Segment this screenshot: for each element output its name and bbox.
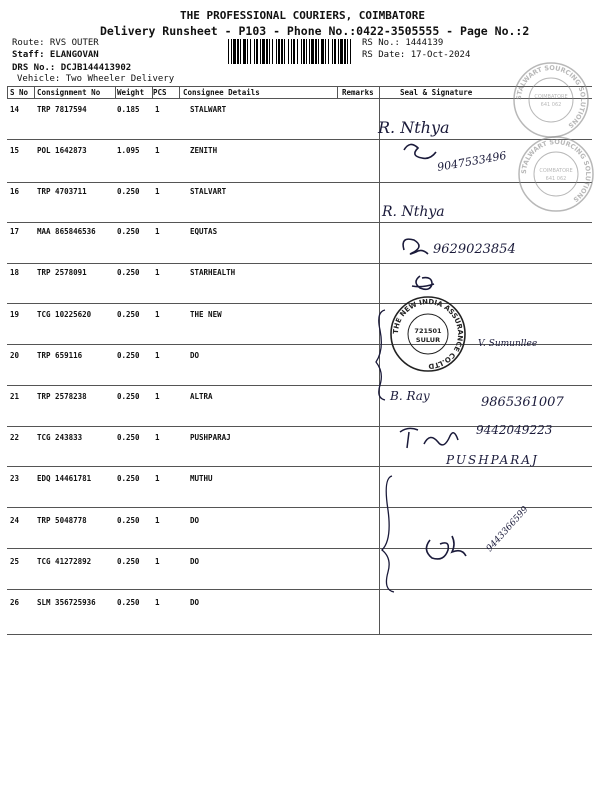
svg-text:STALWART SOURCING SOLUTIONS: STALWART SOURCING SOLUTIONS	[514, 63, 588, 130]
signature-scribble	[400, 428, 458, 448]
row-consignee: STARHEALTH	[190, 268, 236, 277]
signature: PUSHPARAJ	[446, 453, 539, 467]
svg-text:THE NEW INDIA ASSURANCE CO.LTD: THE NEW INDIA ASSURANCE CO.LTD	[391, 297, 465, 371]
row-consignee: EQUTAS	[190, 227, 218, 236]
new-india-assurance-stamp	[391, 297, 465, 371]
row-sno: 16	[10, 187, 20, 196]
row-pcs: 1	[155, 392, 160, 401]
row-consignee: ZENITH	[190, 146, 218, 155]
row-consignment: TRP 2578238	[37, 392, 87, 401]
row-pcs: 1	[155, 516, 160, 525]
row-pcs: 1	[155, 351, 160, 360]
row-sno: 17	[10, 227, 20, 236]
svg-text:721501: 721501	[414, 327, 442, 335]
runsheet-title: Delivery Runsheet - P103 - Phone No.:0422-3505555 - Page No.:2	[100, 24, 530, 38]
row-consignment: TCG 41272892	[37, 557, 92, 566]
col-seal-signature: Seal & Signature	[400, 88, 473, 97]
col-sno: S No	[10, 88, 29, 97]
svg-text:STALWART SOURCING SOLUTIONS: STALWART SOURCING SOLUTIONS	[519, 137, 593, 204]
signature: R. Nthya	[382, 204, 445, 220]
signature: R. Nthya	[378, 118, 450, 137]
row-consignment: TRP 7817594	[37, 105, 87, 114]
signature-scribble	[412, 276, 434, 289]
col-pcs: PCS	[153, 88, 167, 97]
row-sno: 24	[10, 516, 20, 525]
vehicle: Vehicle: Two Wheeler Delivery	[17, 74, 175, 84]
col-remarks: Remarks	[342, 88, 374, 97]
rs-date: RS Date: 17-Oct-2024	[362, 50, 471, 60]
row-weight: 0.250	[117, 392, 140, 401]
phone-note: 9865361007	[481, 395, 564, 410]
row-weight: 0.250	[117, 310, 140, 319]
phone-note: 9443366599	[484, 504, 531, 555]
signature-scribble	[404, 144, 436, 158]
row-consignment: TRP 4703711	[37, 187, 87, 196]
row-consignment: TRP 659116	[37, 351, 83, 360]
row-sno: 26	[10, 598, 20, 607]
row-consignee: DO	[190, 516, 200, 525]
col-weight: Weight	[117, 88, 145, 97]
col-consignment: Consignment No	[37, 88, 101, 97]
row-consignee: DO	[190, 557, 200, 566]
row-pcs: 1	[155, 268, 160, 277]
row-consignment: TRP 5048778	[37, 516, 87, 525]
row-consignee: ALTRA	[190, 392, 213, 401]
row-weight: 0.250	[117, 557, 140, 566]
row-sno: 18	[10, 268, 20, 277]
row-consignee: PUSHPARAJ	[190, 433, 231, 442]
row-weight: 0.250	[117, 268, 140, 277]
row-sno: 15	[10, 146, 20, 155]
row-consignee: STALVART	[190, 187, 227, 196]
row-sno: 25	[10, 557, 20, 566]
row-sno: 14	[10, 105, 20, 114]
row-weight: 0.250	[117, 227, 140, 236]
row-sno: 21	[10, 392, 20, 401]
svg-text:COIMBATORE: COIMBATORE	[539, 168, 573, 174]
stalwart-stamp	[519, 137, 593, 211]
row-weight: 0.250	[117, 516, 140, 525]
svg-text:SULUR: SULUR	[415, 336, 441, 344]
row-sno: 22	[10, 433, 20, 442]
company-name: THE PROFESSIONAL COURIERS, COIMBATORE	[180, 9, 426, 22]
bracket	[376, 310, 385, 400]
svg-text:COIMBATORE: COIMBATORE	[534, 94, 568, 100]
row-pcs: 1	[155, 310, 160, 319]
row-pcs: 1	[155, 433, 160, 442]
row-consignment: TRP 2578091	[37, 268, 87, 277]
row-weight: 0.250	[117, 351, 140, 360]
row-pcs: 1	[155, 474, 160, 483]
signature-scribble	[426, 536, 466, 559]
signature-scribble	[403, 239, 428, 254]
row-consignee: MUTHU	[190, 474, 213, 483]
drs-number: DRS No.: DCJB144413902	[12, 63, 132, 73]
route: Route: RVS OUTER	[12, 38, 99, 48]
row-weight: 0.250	[117, 433, 140, 442]
row-consignee: THE NEW	[190, 310, 222, 319]
signature: V. Sumunllee	[478, 339, 538, 349]
staff: Staff: ELANGOVAN	[12, 50, 99, 60]
row-weight: 0.250	[117, 598, 140, 607]
row-weight: 0.185	[117, 105, 140, 114]
rs-number: RS No.: 1444139	[362, 38, 444, 48]
phone-note: 9047533496	[436, 148, 508, 174]
row-pcs: 1	[155, 227, 160, 236]
row-weight: 1.095	[117, 146, 140, 155]
phone-note: 9629023854	[433, 242, 516, 257]
svg-text:641 062: 641 062	[545, 176, 567, 182]
row-sno: 19	[10, 310, 20, 319]
stalwart-stamp	[514, 63, 588, 137]
row-consignment: SLM 356725936	[37, 598, 96, 607]
row-consignee: DO	[190, 598, 200, 607]
row-consignment: TCG 10225620	[37, 310, 92, 319]
bracket	[382, 476, 394, 592]
col-consignee: Consignee Details	[183, 88, 260, 97]
row-pcs: 1	[155, 187, 160, 196]
row-consignment: TCG 243833	[37, 433, 83, 442]
row-consignment: POL 1642873	[37, 146, 87, 155]
row-pcs: 1	[155, 105, 160, 114]
row-weight: 0.250	[117, 474, 140, 483]
row-pcs: 1	[155, 557, 160, 566]
row-consignment: EDQ 14461781	[37, 474, 92, 483]
row-sno: 23	[10, 474, 20, 483]
row-sno: 20	[10, 351, 20, 360]
row-pcs: 1	[155, 146, 160, 155]
row-consignee: STALWART	[190, 105, 227, 114]
row-pcs: 1	[155, 598, 160, 607]
row-consignee: DO	[190, 351, 200, 360]
row-weight: 0.250	[117, 187, 140, 196]
signature: B. Ray	[390, 389, 430, 403]
phone-note: 9442049223	[476, 423, 553, 437]
svg-text:641 062: 641 062	[540, 102, 562, 108]
row-consignment: MAA 865846536	[37, 227, 96, 236]
